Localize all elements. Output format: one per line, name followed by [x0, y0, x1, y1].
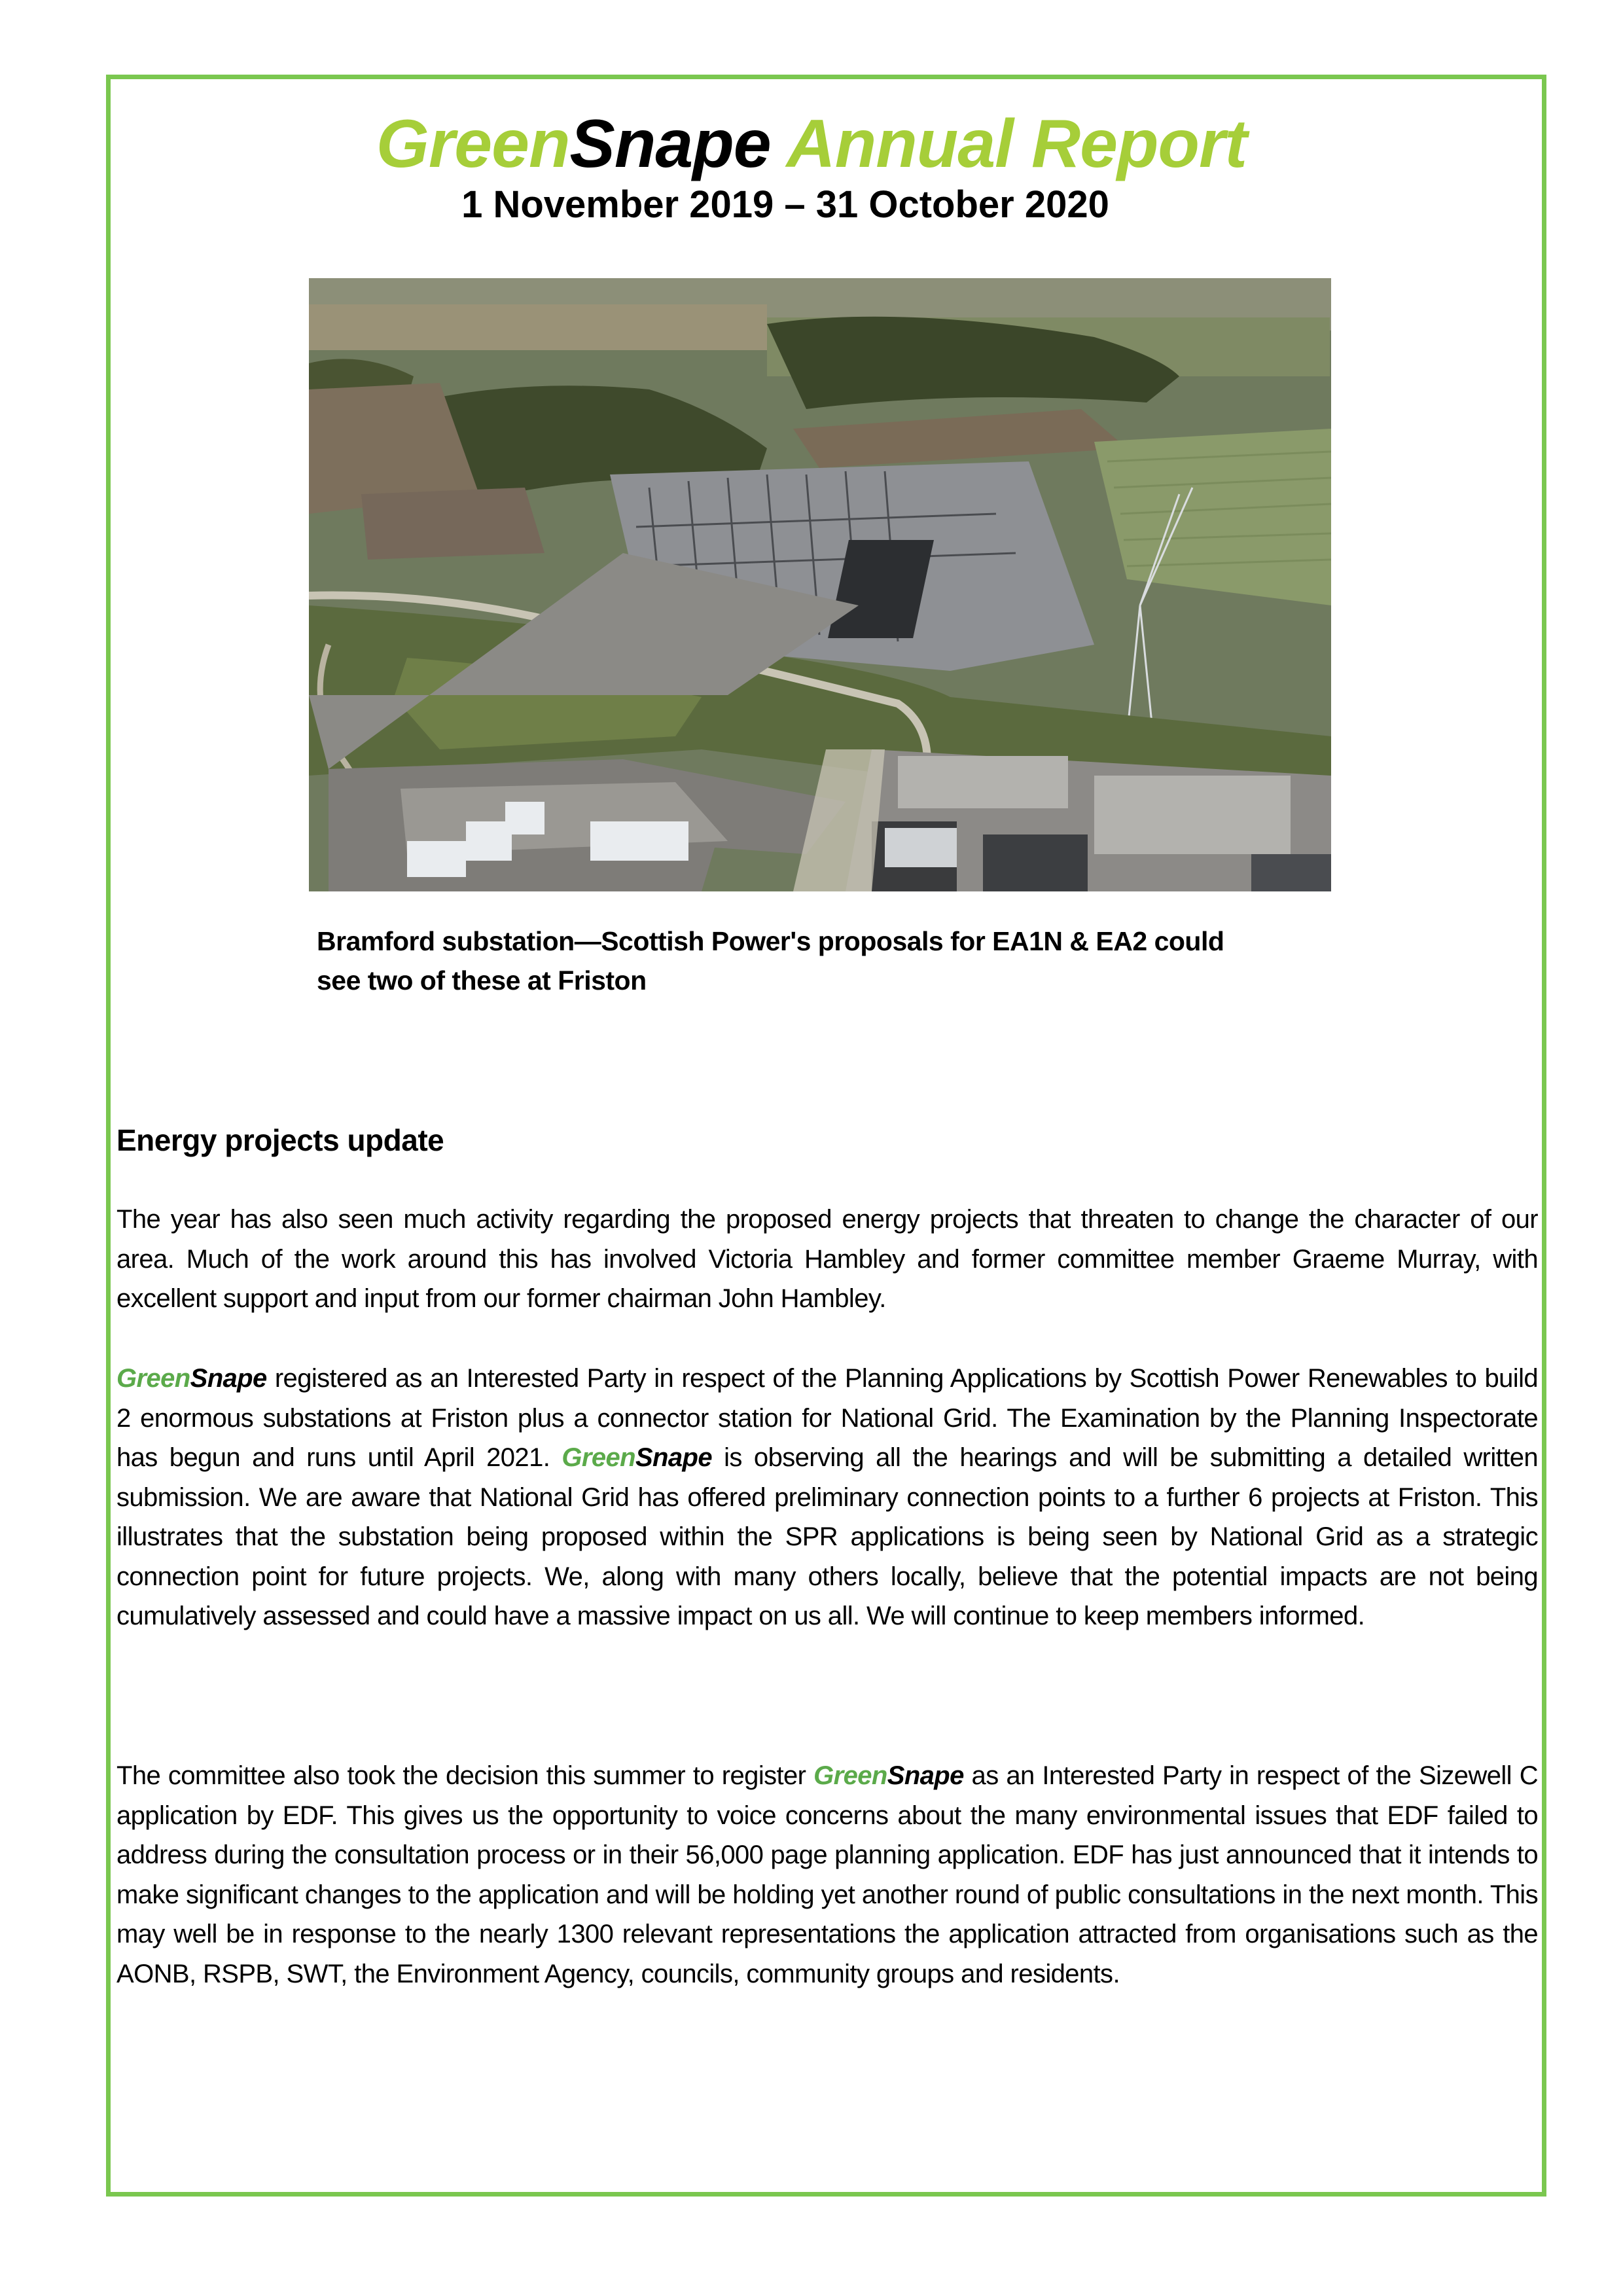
paragraph-spr-applications — [116, 1359, 1538, 1636]
brand-greensnape: GreenSnape — [116, 1364, 267, 1393]
photo-illustration — [309, 278, 1331, 891]
title-black-part: Snape — [569, 106, 771, 182]
brand-greensnape: GreenSnape — [562, 1443, 713, 1472]
caption-line-1: Bramford substation—Scottish Power's proposals for EA1N & EA2 could — [317, 926, 1224, 956]
title-rest-part: Annual Report — [770, 106, 1247, 182]
paragraph-text: registered as an Interested Party in respect of the Planning Applications by Scottish Power Renewables to build 2 enormous substations at Friston plus a connector station for National Grid. The Examination by the Planning Inspectorate has begun and runs until April 2021. — [116, 1364, 1538, 1472]
caption-line-2: see two of these at Friston — [317, 965, 647, 996]
paragraph-intro: The year has also seen much activity regarding the proposed energy projects that threaten to change the character of our area. Much of the work around this has involved Victoria Hambley and former committee member Graeme Murray, with excellent support and input from our former chairman John Hambley. — [116, 1205, 1538, 1313]
paragraph-text: The committee also took the decision this summer to register — [116, 1761, 814, 1790]
title-green-part: Green — [376, 106, 570, 182]
substation-aerial-photo — [309, 278, 1331, 891]
photo-caption — [317, 922, 1338, 1000]
section-heading-energy-projects: Energy projects update — [116, 1123, 444, 1157]
report-title — [0, 105, 1623, 183]
paragraph-sizewell-c — [116, 1756, 1538, 1994]
report-date-range: 1 November 2019 – 31 October 2020 — [461, 183, 1109, 226]
brand-greensnape: GreenSnape — [813, 1761, 964, 1790]
paragraph-text: as an Interested Party in respect of the Sizewell C application by EDF. This gives us the opportunity to voice concerns about the many environmental issues that EDF failed to address during the consultation process or in their 56,000 page planning application. EDF has just announced that it intends to make significant changes to the application and will be holding yet another round of public consultations in the next month. This may well be in response to the nearly 1300 relevant representations the application attracted from organisations such as the AONB, RSPB, SWT, the Environment Agency, councils, community groups and residents. — [116, 1761, 1538, 1988]
paragraph-text: is observing all the hearings and will be submitting a detailed written submission. We are aware that National Grid has offered preliminary connection points to a further 6 projects at Friston. This illustrates that the substation being proposed within the SPR applications is being seen by National Grid as a strategic connection point for future projects. We, along with many others locally, believe that the potential impacts are not being cumulatively assessed and could have a massive impact on us all. We will continue to keep members informed. — [116, 1443, 1539, 1630]
